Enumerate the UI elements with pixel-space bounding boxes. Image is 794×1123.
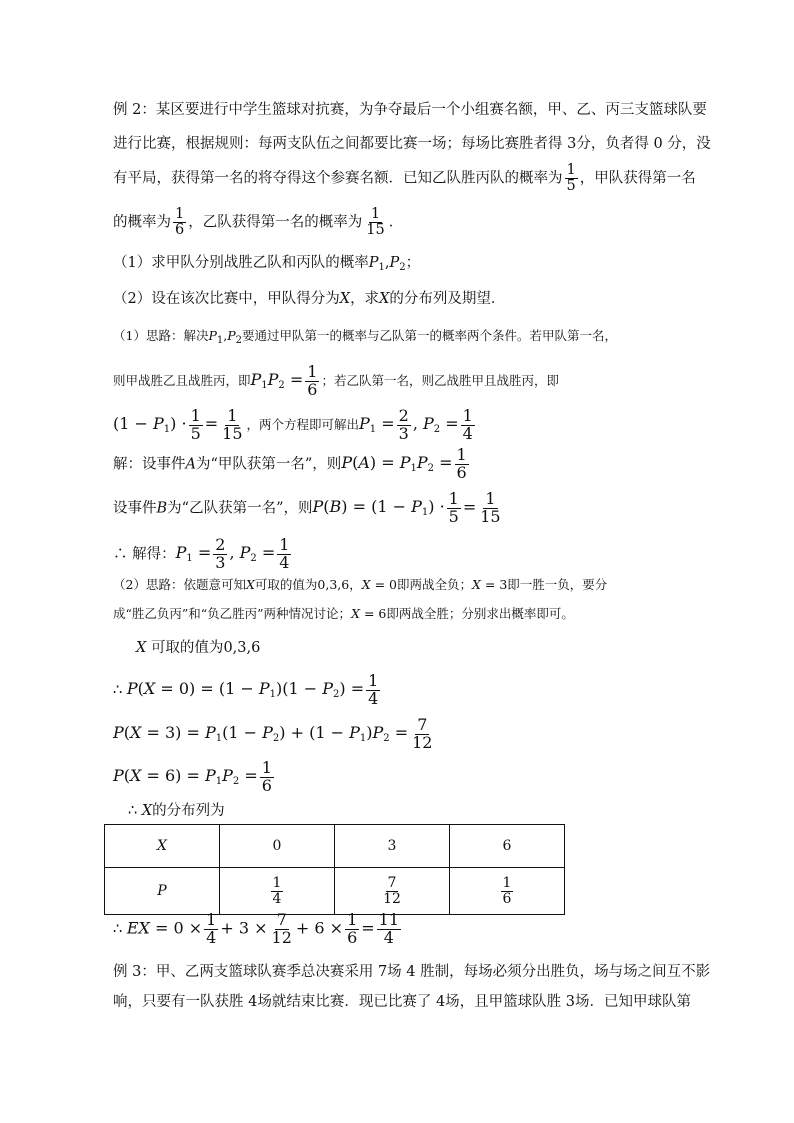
- sol1-line1: 解：设事件A为“甲队获第一名”，则$P(A) = P_1P_2$ = $\frac{1}{6}$: [113, 445, 467, 482]
- sol1-text-a: 解：设事件: [113, 456, 186, 473]
- table-row: [105, 868, 565, 915]
- example2-line2: 进行比赛，根据规则：每两支队伍之间都要比赛一场；每场比赛胜者得 3分，负者得 0 分，没: [113, 136, 711, 152]
- sol1-text-b: 为“甲队获第一名”，则: [195, 456, 342, 473]
- table-cell: $\frac{1}{4}$: [220, 868, 335, 915]
- example2-line3: [113, 163, 696, 194]
- think1-text-b: 要通过甲队第一的概率与乙队第一的概率两个条件。若甲队第一名，: [242, 328, 618, 343]
- think1-text-e: ，两个方程即可解出: [246, 416, 360, 432]
- think1-text-d: ；若乙队第一名，则乙战胜甲且战胜丙，即: [321, 372, 559, 388]
- table-row: [105, 825, 565, 868]
- think1-line1: （1）思路：解决$P_1,P_2$要通过甲队第一的概率与乙队第一的概率两个条件。若甲队第一名，: [113, 328, 618, 346]
- expectation-line: ∴ EX = 0 × $\frac{1}{4}$ + 3 × $\frac{7}{12}$ + 6 × $\frac{1}{6}$ = $\frac{11}{4}$: [113, 910, 400, 947]
- think2-text-e: 即一胜一负，要分: [507, 577, 608, 592]
- fraction-one-fifteenth: $\frac{1}{15}$: [366, 206, 385, 239]
- example2-line3-text: 有平局，获得第一名的将夺得这个参赛名额．已知乙队胜丙队的概率为: [113, 170, 563, 187]
- table-header-cell: X: [105, 825, 220, 868]
- think2-line2: 成“胜乙负丙”和“负乙胜丙”两种情况讨论；X = 6即两战全胜；分别求出概率即可。: [113, 606, 574, 621]
- example2-line4-mid: ，乙队获得第一名的概率为: [188, 214, 363, 231]
- example3-line2: 响，只要有一队获胜 4场就结束比赛．现已比赛了 4场，且甲篮球队胜 3场．已知甲球队第: [113, 994, 691, 1010]
- question-1-text: （1）求甲队分别战胜乙队和丙队的概率: [113, 255, 369, 271]
- think1-text-c: 则甲战胜乙且战胜丙，即: [113, 372, 251, 388]
- table-row-label: P: [105, 868, 220, 915]
- think2-text-c: ，: [349, 577, 362, 592]
- question-2-text-b: ，求: [350, 291, 380, 307]
- question-2-text-a: （2）设在该次比赛中，甲队得分为: [113, 291, 340, 307]
- fraction-one-fifth: $\frac{1}{5}$: [566, 162, 576, 195]
- example2-line4-end: ．: [388, 214, 404, 231]
- fraction-one-sixth-b: $\frac{1}{6}$: [307, 362, 318, 399]
- therefore-symbol-3: ∴: [113, 921, 123, 938]
- think2-text-a: （2）思路：依题意可知: [113, 577, 246, 592]
- think2-text-f: 成“胜乙负丙”和“负乙胜丙”两种情况讨论；: [113, 606, 352, 621]
- sol2-px0: ∴ $P(X = 0) = (1 - P_1)(1 - P_2)$ = $\frac{1}{4}$: [113, 671, 379, 708]
- think2-text-g: 即两战全胜；分别求出概率即可。: [386, 606, 574, 621]
- question-1: （1）求甲队分别战胜乙队和丙队的概率$P_1,P_2$；: [113, 255, 421, 273]
- table-cell: $\frac{1}{6}$: [450, 868, 565, 915]
- sol2-values: 0,3,6: [223, 640, 261, 656]
- dist-caption-text: 的分布列为: [152, 803, 225, 819]
- table-header-cell: 3: [335, 825, 450, 868]
- example2-line3-tail: ，甲队获得第一名: [579, 170, 696, 187]
- table-cell: $\frac{7}{12}$: [335, 868, 450, 915]
- sol2-dist-caption: ∴ X的分布列为: [128, 803, 225, 819]
- question-2-text-c: 的分布列及期望．: [389, 291, 506, 307]
- sol1-line2: 设事件B为“乙队获第一名”，则$P(B) = (1 - P_1)$ · $\frac{1}{5}$ = $\frac{1}{15}$: [113, 489, 501, 526]
- sol2-px3: $P(X = 3) = P_1(1 - P_2) + (1 - P_1)P_2$ = $\frac{7}{12}$: [113, 715, 433, 752]
- therefore-symbol: ∴: [113, 682, 123, 699]
- example2-line1: 例 2：某区要进行中学生篮球对抗赛，为争夺最后一个小组赛名额，甲、乙、丙三支篮球队要: [113, 102, 707, 118]
- think2-line1: （2）思路：依题意可知X可取的值为0,3,6，X = 0即两战全负；X = 3即一胜一负，要分: [113, 577, 608, 592]
- table-header-cell: 6: [450, 825, 565, 868]
- think1-line2: 则甲战胜乙且战胜丙，即$P_1P_2$ = $\frac{1}{6}$ ；若乙队第一名，则乙战胜甲且战胜丙，即: [113, 362, 559, 399]
- example2-line4-text: 的概率为: [113, 214, 171, 231]
- table-header-cell: 0: [220, 825, 335, 868]
- think2-text-d: 即两战全负；: [397, 577, 473, 592]
- distribution-table: [104, 824, 565, 915]
- think2-text-b: 可取的值为: [254, 577, 318, 592]
- sol2-px6: $P(X = 6) = P_1P_2$ = $\frac{1}{6}$: [113, 758, 272, 795]
- think1-text-a: （1）思路：解决: [113, 328, 209, 343]
- think2-values: 0,3,6: [317, 577, 350, 592]
- example2-line4: [113, 207, 403, 238]
- fraction-one-sixth: $\frac{1}{6}$: [175, 206, 185, 239]
- sol1-line3: ∴ 解得：$P_1$ = $\frac{2}{3}$ , $P_2$ = $\frac{1}{4}$: [113, 535, 290, 572]
- sol1-text-c: 设事件: [113, 500, 157, 517]
- sol2-line1: X 可取的值为0,3,6: [136, 640, 261, 656]
- sol1-text-d: 为“乙队获第一名”，则: [167, 500, 313, 517]
- think1-line3: $(1 - P_1)$ · $\frac{1}{5}$ = $\frac{1}{15}$ ，两个方程即可解出$P_1$ = $\frac{2}{3}$ , $P_2$ = $\frac{1}{4}$: [113, 406, 473, 443]
- sol1-text-e: ∴ 解得：: [113, 546, 176, 563]
- question-2: （2）设在该次比赛中，甲队得分为X，求X的分布列及期望．: [113, 291, 506, 307]
- therefore-symbol-2: ∴: [128, 803, 138, 819]
- example3-line1: 例 3：甲、乙两支篮球队赛季总决赛采用 7场 4 胜制，每场必须分出胜负，场与场之间互不影: [113, 964, 711, 980]
- question-1-tail: ；: [405, 255, 421, 271]
- sol2-text-a: 可取的值为: [150, 640, 224, 656]
